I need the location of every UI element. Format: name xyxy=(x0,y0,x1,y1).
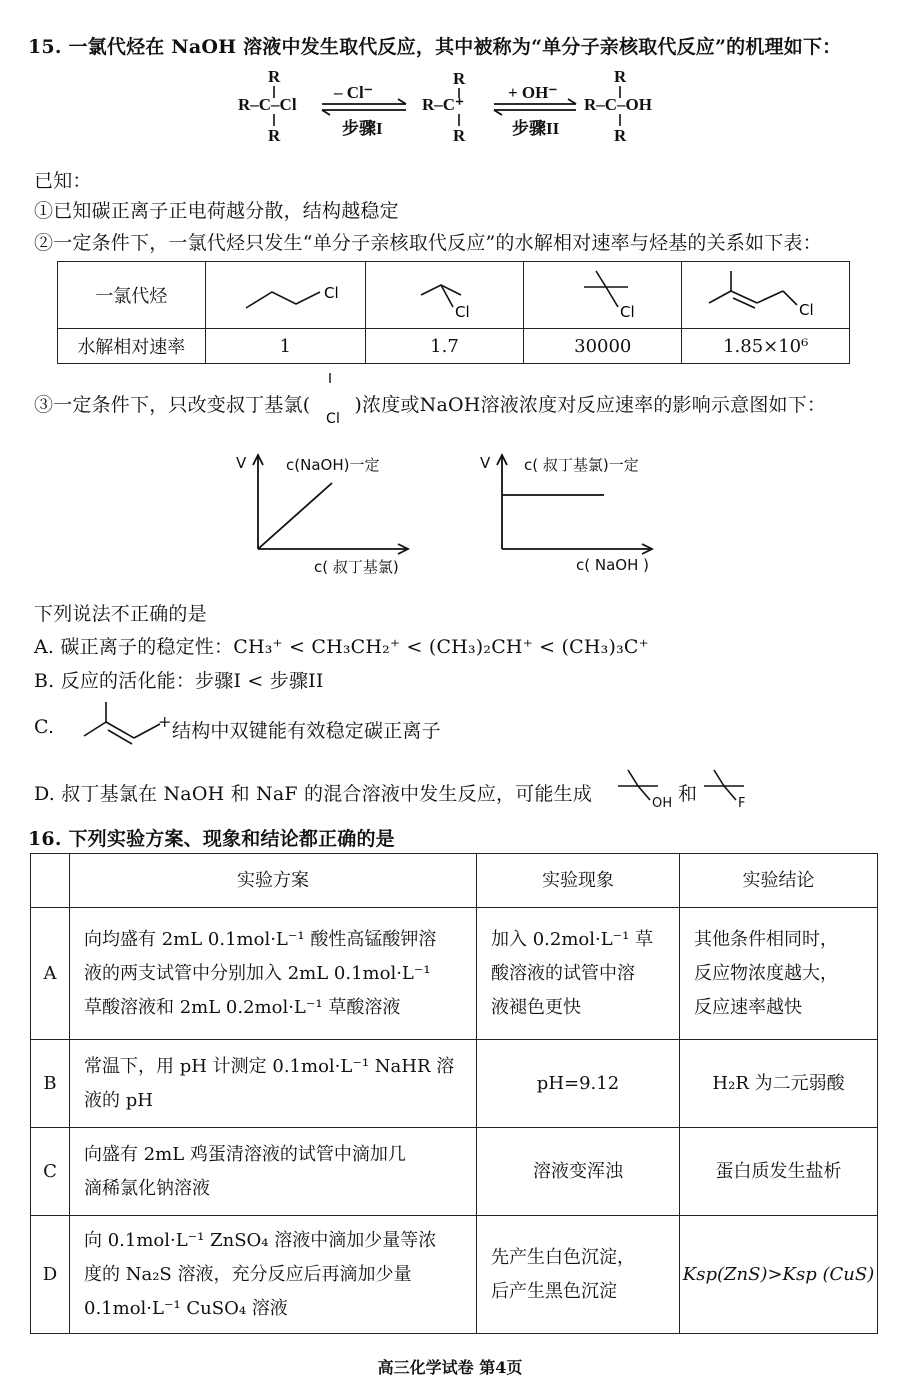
row-phenomenon: pH=9.12 xyxy=(477,1040,680,1128)
option-d: D. 叔丁基氯在 NaOH 和 NaF 的混合溶液中发生反应，可能生成 xyxy=(34,783,593,805)
structure-tert-butyl-chloride xyxy=(524,262,682,329)
plan-line: 向 0.1mol·L⁻¹ ZnSO₄ 溶液中滴加少量等浓 xyxy=(84,1229,437,1251)
q15-question: 下列说法不正确的是 xyxy=(34,603,207,625)
plan-line: 液的两支试管中分别加入 2mL 0.1mol·L⁻¹ xyxy=(84,962,431,984)
graph1-title: c(NaOH)一定 xyxy=(286,456,380,474)
q15-stem: 15. 一氯代烃在 NaOH 溶液中发生取代反应，其中被称为“单分子亲核取代反应”的机理如下： xyxy=(28,36,842,58)
row-plan xyxy=(70,1040,477,1128)
header-plan: 实验方案 xyxy=(70,854,477,908)
plan-line: 草酸溶液和 2mL 0.2mol·L⁻¹ 草酸溶液 xyxy=(84,996,401,1018)
mech-arrow1-top: – Cl⁻ xyxy=(334,83,373,102)
rate-value: 30000 xyxy=(524,329,682,364)
structure-1-chloropropane xyxy=(205,262,365,329)
mech-arrow1-bottom: 步骤I xyxy=(342,119,383,138)
mech-prod-r-bottom: R xyxy=(614,126,627,145)
mech-int-r-top: R xyxy=(453,69,466,88)
rate-value: 1 xyxy=(205,329,365,364)
plan-line: 度的 Na₂S 溶液，充分反应后再滴加少量 xyxy=(84,1263,412,1285)
fact-1: ①已知碳正离子正电荷越分散，结构越稳定 xyxy=(34,200,399,222)
cl-atom-label: Cl xyxy=(619,302,635,321)
table-corner xyxy=(31,854,70,908)
graph1-x-label: c( 叔丁基氯) xyxy=(314,558,399,576)
mech-int-r-bottom: R xyxy=(453,126,466,145)
mech-intermediate: R–C⁺ xyxy=(422,95,465,114)
row-conclusion: Ksp(ZnS)>Ksp (CuS) xyxy=(680,1216,878,1334)
cl-atom-label: Cl xyxy=(798,300,814,319)
mech-r-bottom: R xyxy=(268,126,281,145)
plan-line: 向均盛有 2mL 0.1mol·L⁻¹ 酸性高锰酸钾溶 xyxy=(84,928,437,950)
phenomenon-line: 酸溶液的试管中溶 xyxy=(491,962,635,984)
fact-3-after: )浓度或NaOH溶液浓度对反应速率的影响示意图如下： xyxy=(354,394,827,416)
row-label: A xyxy=(31,908,70,1040)
row-label: B xyxy=(31,1040,70,1128)
cl-atom-label: Cl xyxy=(324,283,339,302)
graph2-x-label: c( NaOH ) xyxy=(576,556,649,574)
option-c-text: 结构中双键能有效稳定碳正离子 xyxy=(172,720,441,742)
graph1-line xyxy=(258,483,332,549)
option-d-and: 和 xyxy=(678,783,698,805)
table-row xyxy=(31,908,878,1040)
tert-butyl-chloride-inline xyxy=(310,391,354,427)
q16-stem: 16. 下列实验方案、现象和结论都正确的是 xyxy=(28,828,395,850)
table-header-chloride: 一氯代烃 xyxy=(58,262,206,329)
mech-reactant: R–C–Cl xyxy=(238,95,297,114)
mech-arrow2-top: + OH⁻ xyxy=(508,83,558,102)
phenomenon-line: 加入 0.2mol·L⁻¹ 草 xyxy=(491,928,654,950)
row-label: D xyxy=(31,1216,70,1334)
mechanism-diagram xyxy=(230,62,670,150)
row-phenomenon: 溶液变浑浊 xyxy=(477,1128,680,1216)
cl-atom-label: Cl xyxy=(455,302,471,321)
option-d-oh: OH xyxy=(652,796,673,811)
plan-line: 滴稀氯化钠溶液 xyxy=(84,1177,210,1199)
fact-2: ②一定条件下，一氯代烃只发生“单分子亲核取代反应”的水解相对速率与烃基的关系如下表： xyxy=(34,232,822,254)
table-row xyxy=(31,1128,878,1216)
mech-product: R–C–OH xyxy=(584,95,652,114)
conclusion-line: 反应速率越快 xyxy=(694,996,802,1018)
tert-butyl-fluoride-structure xyxy=(700,766,754,814)
graph2-y-label: V xyxy=(480,454,491,472)
graph2-title: c( 叔丁基氯)一定 xyxy=(524,456,639,474)
structure-prenyl-chloride xyxy=(682,262,850,329)
rate-value: 1.7 xyxy=(365,329,523,364)
rate-value: 1.85×10⁶ xyxy=(682,329,850,364)
page-footer: 高三化学试卷 第4页 xyxy=(377,1358,523,1377)
option-a: A. 碳正离子的稳定性：CH₃⁺ < CH₃CH₂⁺ < (CH₃)₂CH⁺ < (CH₃)₃C⁺ xyxy=(34,636,649,658)
hydrolysis-rate-table xyxy=(57,261,850,364)
phenomenon-line: 先产生白色沉淀， xyxy=(491,1246,635,1268)
plan-line: 0.1mol·L⁻¹ CuSO₄ 溶液 xyxy=(84,1297,288,1319)
table-row xyxy=(31,1040,878,1128)
fact-3-before: ③一定条件下，只改变叔丁基氯( xyxy=(34,394,311,416)
header-phenomenon: 实验现象 xyxy=(477,854,680,908)
mech-r-top: R xyxy=(268,67,281,86)
phenomenon-line: 液褪色更快 xyxy=(491,996,581,1018)
row-phenomenon xyxy=(477,908,680,1040)
option-b: B. 反应的活化能：步骤I < 步骤II xyxy=(34,670,324,692)
mech-prod-r-top: R xyxy=(614,67,627,86)
row-plan xyxy=(70,1216,477,1334)
structure-2-chloropropane xyxy=(365,262,523,329)
plan-line: 向盛有 2mL 鸡蛋清溶液的试管中滴加几 xyxy=(84,1143,406,1165)
mech-arrow2-bottom: 步骤II xyxy=(512,119,560,138)
table-row xyxy=(31,1216,878,1334)
row-conclusion: 蛋白质发生盐析 xyxy=(680,1128,878,1216)
graph1-y-label: V xyxy=(236,454,247,472)
row-conclusion xyxy=(680,908,878,1040)
known-label: 已知： xyxy=(34,170,92,192)
header-conclusion: 实验结论 xyxy=(680,854,878,908)
plan-line: 液的 pH xyxy=(84,1089,153,1111)
row-label: C xyxy=(31,1128,70,1216)
plan-line: 常温下，用 pH 计测定 0.1mol·L⁻¹ NaHR 溶 xyxy=(84,1055,455,1077)
option-d-f: F xyxy=(738,796,746,811)
phenomenon-line: 后产生黑色沉淀 xyxy=(491,1280,617,1302)
experiment-table xyxy=(30,853,878,1334)
option-c-plus: + xyxy=(158,712,172,731)
table-header-rate: 水解相对速率 xyxy=(58,329,206,364)
row-plan xyxy=(70,908,477,1040)
option-c-label: C. xyxy=(34,716,55,738)
row-plan xyxy=(70,1128,477,1216)
fact-3 xyxy=(34,390,827,427)
row-phenomenon xyxy=(477,1216,680,1334)
conclusion-line: 反应物浓度越大， xyxy=(694,962,838,984)
row-conclusion: H₂R 为二元弱酸 xyxy=(680,1040,878,1128)
cl-atom-label: Cl xyxy=(326,411,341,427)
conclusion-line: 其他条件相同时， xyxy=(694,928,838,950)
